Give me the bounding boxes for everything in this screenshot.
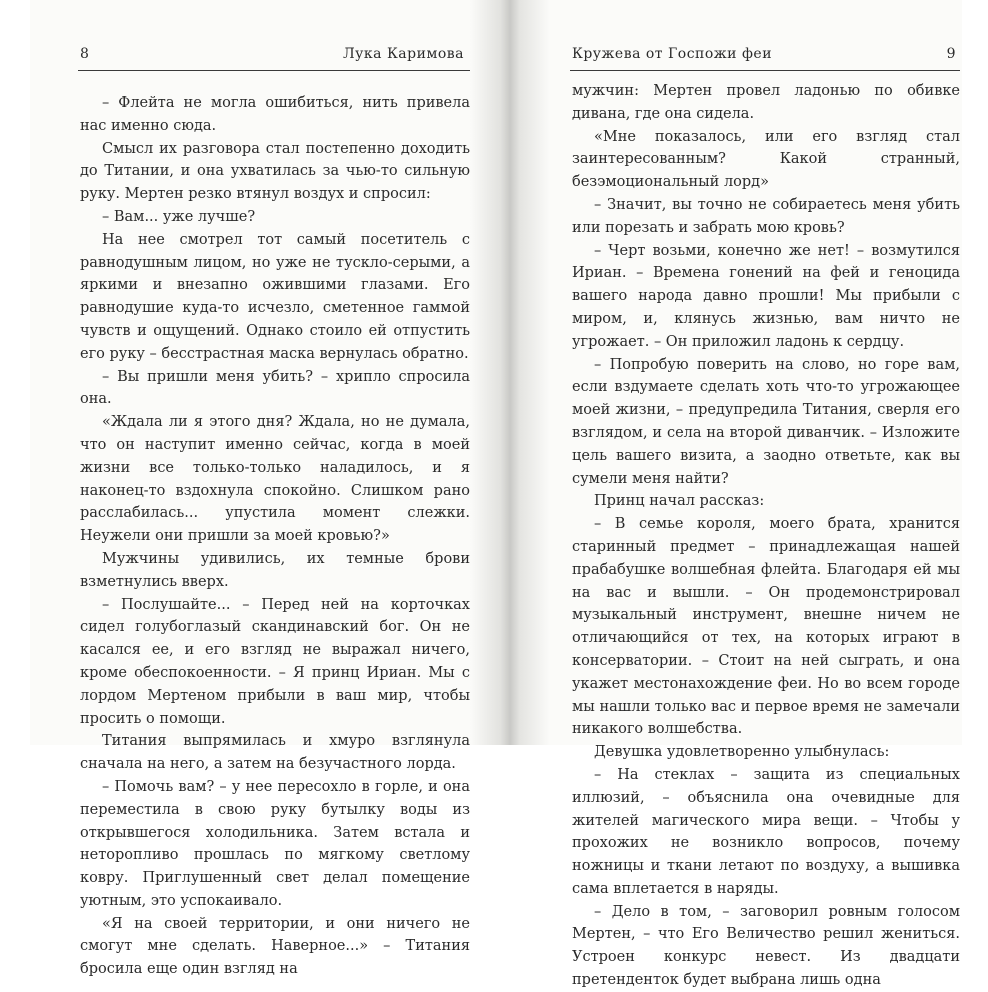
right-header-rule bbox=[570, 70, 960, 71]
paragraph: – Значит, вы точно не собираетесь меня убить или порезать и забрать мою кровь? bbox=[572, 196, 960, 236]
paragraph: – Послушайте... – Перед ней на корточках сидел голубоглазый скандинавский бог. Он не касался ее, и его взгляд не выражал ничего, кроме обеспокоенности. – Я принц Ириан. Мы с лордом Мертеном прибыли в ваш мир, чтобы просить о помощи. bbox=[80, 596, 470, 727]
paragraph: – В семье короля, моего брата, хранится старинный предмет – принадлежащая нашей прабабушке волшебная флейта. Благодаря ей мы на вас и вышли. – Он продемонстрировал музыкальный инструмент, внешне ничем не отличающийся от тех, на которых играют в консерватории. – Стоит на ней сыграть, и она укажет местонахождение феи. Но во всем городе мы нашли только вас и первое время не замечали никакого волшебства. bbox=[572, 516, 960, 738]
paragraph: – Черт возьми, конечно же нет! – возмутился Ириан. – Времена гонений на фей и геноцида вашего народа давно прошли! Мы прибыли с миром, и, клянусь жизнью, вам ничто не угрожает. – Он приложил ладонь к сердцу. bbox=[572, 242, 960, 350]
book-gutter bbox=[470, 0, 550, 745]
paragraph: – Дело в том, – заговорил ровным голосом Мертен, – что Его Величество решил жениться. Устроен конкурс невест. Из двадцати претенденток будет выбрана лишь одна bbox=[572, 903, 960, 989]
paragraph: – Попробую поверить на слово, но горе вам, если вздумаете сделать хоть что-то угрожающее моей жизни, – предупредила Титания, сверля его взглядом, и села на второй диванчик. – Изложите цель вашего визита, а заодно ответьте, как вы сумели меня найти? bbox=[572, 356, 960, 487]
paragraph: Смысл их разговора стал постепенно доходить до Титании, и она ухватилась за чью-то сильную руку. Мертен резко втянул воздух и спросил: bbox=[80, 140, 470, 203]
right-page-text bbox=[572, 80, 960, 992]
paragraph: – Вы пришли меня убить? – хрипло спросила она. bbox=[80, 368, 470, 408]
paragraph: Мужчины удивились, их темные брови взметнулись вверх. bbox=[80, 550, 470, 590]
paragraph: «Я на своей территории, и они ничего не смогут мне сделать. Наверное...» – Титания бросила еще один взгляд на bbox=[80, 915, 470, 978]
paragraph: – Помочь вам? – у нее пересохло в горле, и она переместила в свою руку бутылку воды из открывшегося холодильника. Затем встала и неторопливо прошлась по мягкому светлому ковру. Приглушенный свет делал помещение уютным, это успокаивало. bbox=[80, 778, 470, 909]
paragraph: «Ждала ли я этого дня? Ждала, но не думала, что он наступит именно сейчас, когда в моей жизни все только-только наладилось, и я наконец-то вздохнула спокойно. Слишком рано расслабилась... упустила момент слежки. Неужели они пришли за моей кровью?» bbox=[80, 414, 470, 545]
left-page-header bbox=[80, 46, 472, 68]
paragraph: На нее смотрел тот самый посетитель с равнодушным лицом, но уже не тускло-серыми, а яркими и внезапно ожившими глазами. Его равнодушие куда-то исчезло, сметенное гаммой чувств и ощущений. Однако стоило ей отпустить его руку – бесстрастная маска вернулась обратно. bbox=[80, 231, 470, 362]
left-page-text bbox=[80, 92, 470, 981]
right-page-number: 9 bbox=[946, 46, 956, 62]
left-page-number: 8 bbox=[80, 46, 90, 62]
continued-paragraph: мужчин: Мертен провел ладонью по обивке дивана, где она сидела. bbox=[572, 83, 960, 122]
left-header-rule bbox=[78, 70, 470, 71]
paragraph: – Флейта не могла ошибиться, нить привела нас именно сюда. bbox=[80, 95, 470, 134]
paragraph: Девушка удовлетворенно улыбнулась: bbox=[594, 744, 890, 761]
paragraph: – Вам... уже лучше? bbox=[102, 208, 256, 225]
left-running-title: Лука Каримова bbox=[343, 46, 464, 62]
paragraph: Титания выпрямилась и хмуро взглянула сначала на него, а затем на безучастного лорда. bbox=[80, 733, 470, 773]
paragraph: «Мне показалось, или его взгляд стал заинтересованным? Какой странный, безэмоциональный лорд» bbox=[572, 128, 960, 191]
right-page-header bbox=[572, 46, 962, 68]
paragraph: Принц начал рассказ: bbox=[594, 493, 765, 510]
right-running-title: Кружева от Госпожи феи bbox=[572, 46, 773, 62]
paragraph: – На стеклах – защита из специальных иллюзий, – объяснила она очевидные для жителей магического мира вещи. – Чтобы у прохожих не возникло вопросов, почему ножницы и ткани летают по воздуху, а вышивка сама вплетается в наряды. bbox=[572, 766, 960, 897]
